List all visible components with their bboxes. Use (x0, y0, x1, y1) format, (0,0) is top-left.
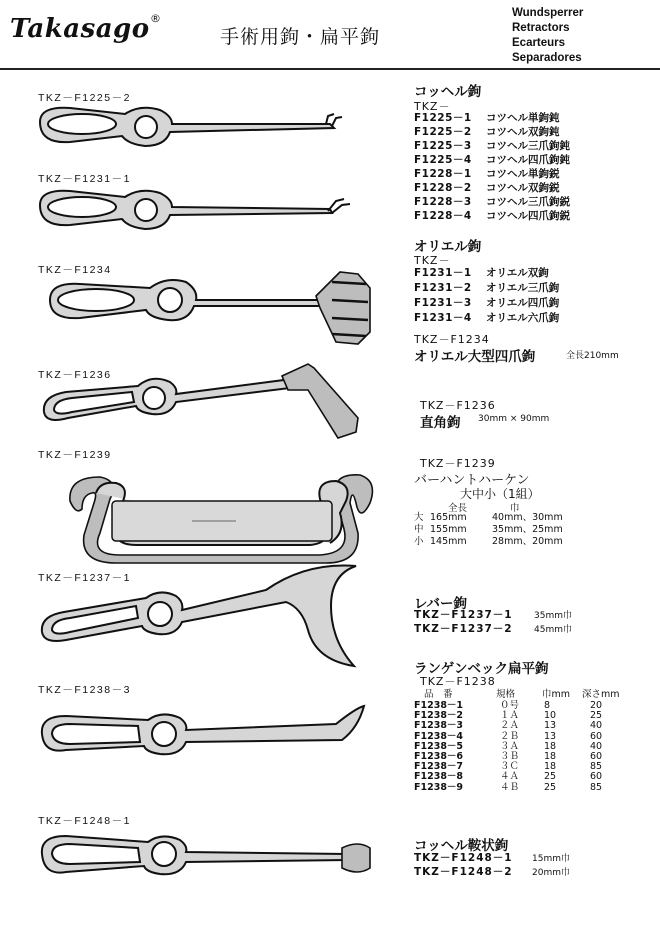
left-code-f1236: TKZ－F1236 (38, 369, 112, 381)
table-row: F1238－7 ３Ｃ 18 85 (414, 761, 603, 773)
table-row: F1238－9 ４Ｂ 25 85 (414, 781, 603, 793)
ollier-large-retractor-image (40, 262, 380, 347)
left-code-f1237-1: TKZ－F1237－1 (38, 572, 131, 584)
kocher-prefix: TKZ－ (414, 100, 451, 113)
left-code-f1225-2: TKZ－F1225－2 (38, 92, 131, 104)
lever-list (414, 608, 572, 636)
list-item: F1225－1 コツヘル単鉤鈍 (414, 112, 560, 124)
farabeuf-header-length: 全長 (448, 503, 468, 514)
list-item: F1225－2 コツヘル双鉤鈍 (414, 126, 560, 138)
col-header-code: 品 番 (424, 689, 453, 700)
left-code-f1248-1: TKZ－F1248－1 (38, 815, 131, 827)
saddle-retractor-image (36, 824, 376, 894)
lang-de: Wundsperrer (512, 7, 584, 19)
table-row: F1238－3 ２Ａ 13 40 (414, 720, 603, 732)
language-titles (512, 6, 583, 66)
col-header-spec: 規格 (496, 689, 516, 700)
ollier-section-title: オリエル鉤 (414, 239, 482, 255)
right-angle-note: 30mm × 90mm (478, 414, 550, 424)
left-code-f1234: TKZ－F1234 (38, 264, 112, 276)
ollier-large-code: TKZ－F1234 (414, 333, 490, 346)
list-item: TKZ－F1248－1 15mm巾 (414, 852, 570, 864)
lang-en: Retractors (512, 22, 570, 34)
langenbeck-code: TKZ－F1238 (420, 675, 496, 688)
registered-mark: ® (150, 12, 161, 25)
header-divider (0, 68, 660, 70)
left-code-f1239: TKZ－F1239 (38, 449, 112, 461)
col-header-width: 巾mm (542, 689, 571, 700)
farabeuf-retractor-set-image (60, 463, 380, 563)
langenbeck-table (414, 688, 620, 793)
saddle-section-title: コッヘル鞍状鉤 (414, 838, 509, 854)
list-item: TKZ－F1237－1 35mm巾 (414, 609, 572, 621)
list-item: F1228－1 コツヘル単鉤鋭 (414, 168, 560, 180)
table-row: F1238－1 ０号 8 20 (414, 700, 603, 711)
ollier-large-note: 全長210mm (566, 351, 619, 361)
list-item: F1231－3 オリエル四爪鉤 (414, 297, 560, 309)
list-item: F1225－4 コツヘル四爪鉤鈍 (414, 154, 570, 166)
table-row: 小 145mm 28mm、20mm (414, 536, 563, 547)
table-row: F1238－2 １Ａ 10 25 (414, 710, 603, 722)
kocher-retractor-image (30, 100, 360, 160)
left-code-f1238-3: TKZ－F1238－3 (38, 684, 131, 696)
list-item: F1228－2 コツヘル双鉤鋭 (414, 182, 560, 194)
lever-retractor-image (36, 560, 376, 675)
ollier-retractor-image (30, 183, 360, 243)
right-angle-code: TKZ－F1236 (420, 399, 496, 412)
farabeuf-code: TKZ－F1239 (420, 457, 496, 470)
ollier-list (414, 266, 559, 326)
saddle-list (414, 851, 570, 879)
list-item: TKZ－F1237－2 45mm巾 (414, 623, 572, 635)
list-item: TKZ－F1248－2 20mm巾 (414, 866, 570, 878)
table-row: F1238－8 ４Ａ 25 60 (414, 771, 603, 783)
list-item: F1228－4 コツヘル四爪鉤鋭 (414, 210, 570, 222)
page-title: 手術用鉤・扁平鉤 (220, 26, 381, 48)
list-item: F1228－3 コツヘル三爪鉤鋭 (414, 196, 570, 208)
lang-fr: Ecarteurs (512, 37, 566, 49)
brand-logo: Takasago (10, 14, 150, 44)
list-item: F1225－3 コツヘル三爪鉤鈍 (414, 140, 570, 152)
table-row: F1238－4 ２Ｂ 13 60 (414, 730, 603, 742)
right-angle-retractor-image (38, 360, 368, 450)
farabeuf-set: 大中小（1組） (460, 487, 540, 501)
farabeuf-header-width: 巾 (510, 503, 520, 514)
langenbeck-retractor-image (36, 698, 376, 778)
kocher-list (414, 111, 570, 223)
list-item: F1231－1 オリエル双鉤 (414, 267, 549, 279)
list-item: F1231－4 オリエル六爪鉤 (414, 312, 560, 324)
ollier-large-name: オリエル大型四爪鉤 (414, 349, 536, 365)
lever-section-title: レバー鉤 (414, 596, 468, 612)
kocher-section-title: コッヘル鉤 (414, 84, 482, 100)
table-row: 大 165mm 40mm、30mm (414, 512, 563, 523)
table-row: 中 155mm 35mm、25mm (414, 524, 563, 535)
ollier-prefix: TKZ－ (414, 254, 451, 267)
farabeuf-table (414, 512, 563, 548)
table-row: F1238－5 ３Ａ 18 40 (414, 740, 603, 752)
left-code-f1231-1: TKZ－F1231－1 (38, 173, 131, 185)
lang-es: Separadores (512, 52, 582, 64)
col-header-depth: 深さmm (582, 689, 620, 700)
list-item: F1231－2 オリエル三爪鉤 (414, 282, 560, 294)
right-angle-name: 直角鉤 (420, 415, 461, 431)
table-row: F1238－6 ３Ｂ 18 60 (414, 750, 603, 762)
farabeuf-name: バーハントハーケン (414, 473, 530, 488)
langenbeck-section-title: ランゲンベック扁平鉤 (414, 661, 549, 677)
